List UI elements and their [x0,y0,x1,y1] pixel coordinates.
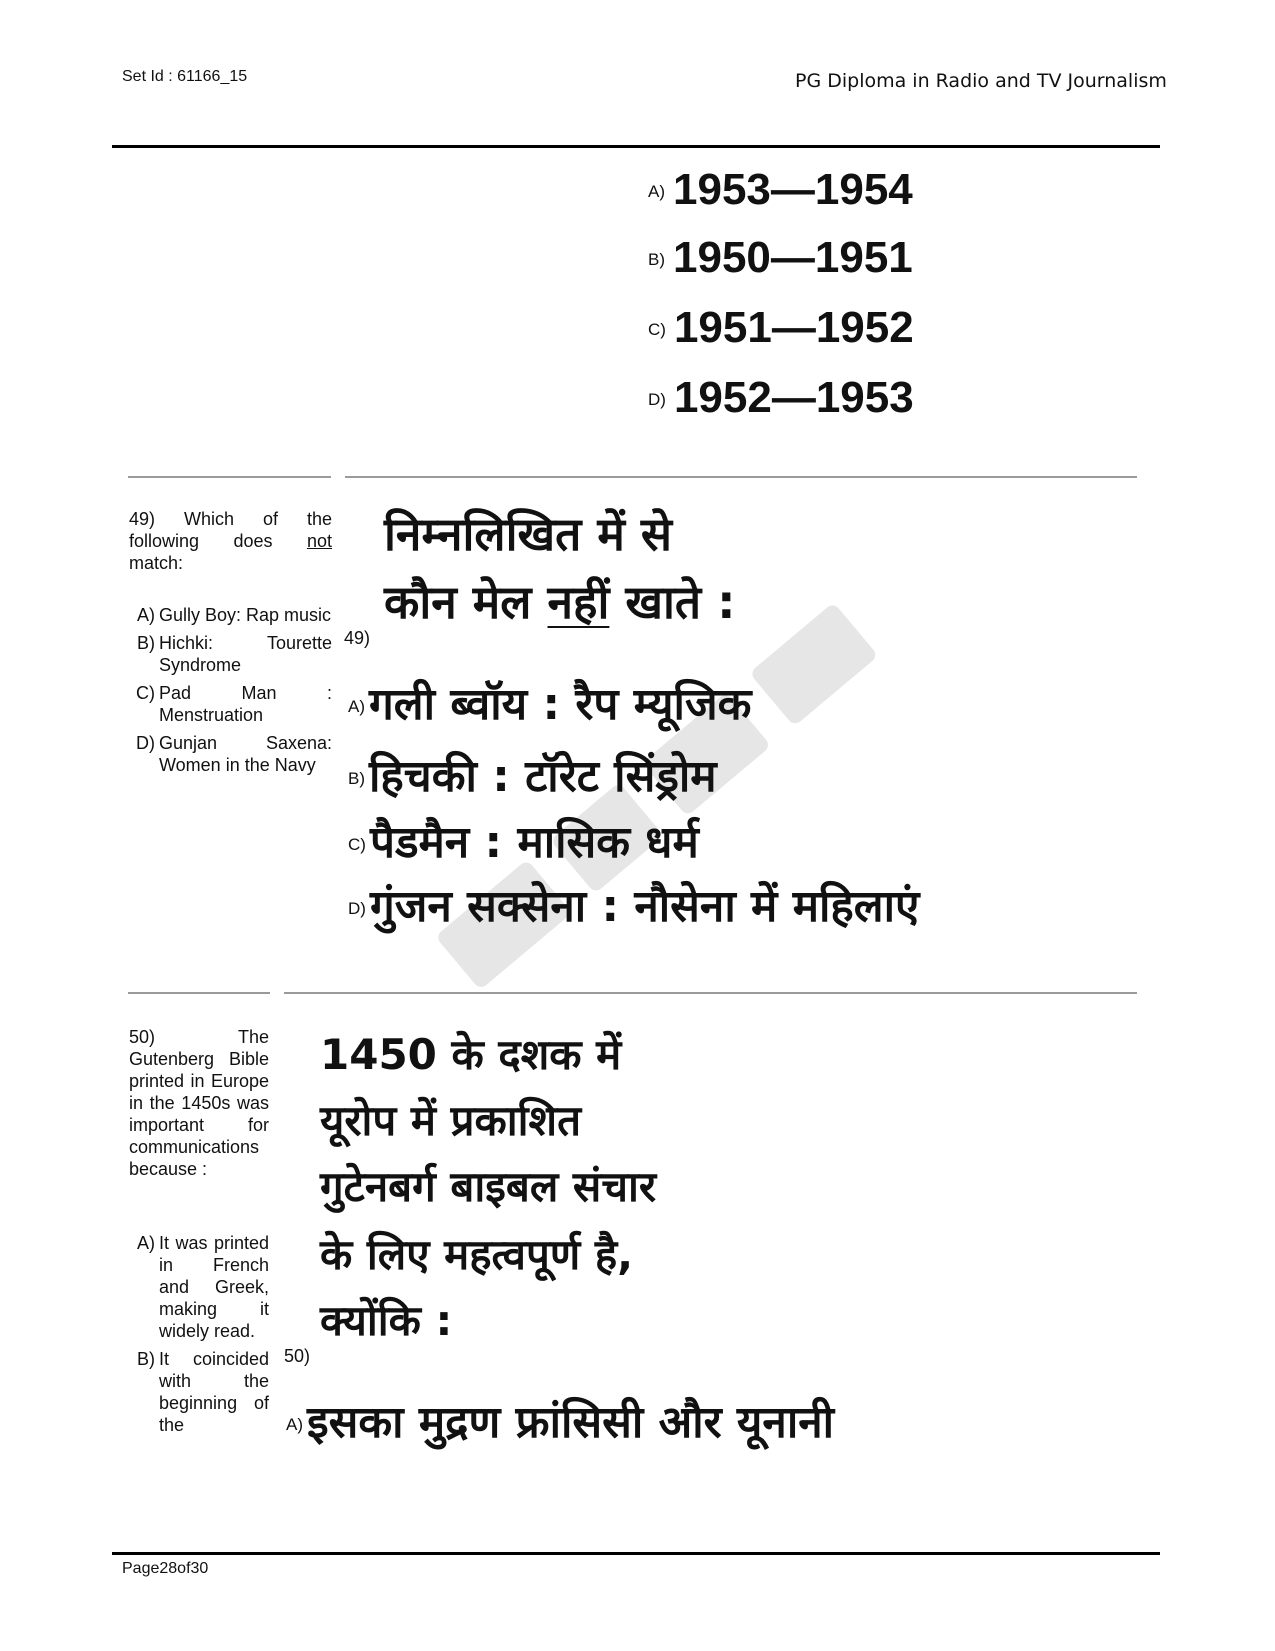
q49-separator-left [128,476,331,478]
q49-hindi-line-2-pre: कौन मेल [384,575,548,629]
q49-en-option-a-text: Gully Boy: Rap music [159,605,332,625]
q50-number: 50) [284,1346,311,1366]
q49-hindi-line-2-post: खाते : [609,575,736,629]
q49-hi-option-b-text: हिचकी : टॉरेट सिंड्रोम [369,751,717,802]
q49-en-option-b-text: Hichki: Tourette Syndrome [159,633,332,675]
q50-hindi-line-1: 1450 के दशक में [320,1030,622,1079]
q49-hi-option-d [348,874,919,942]
q48-option-d [648,372,914,426]
q49-en-option-c-text: Pad Man : Menstruation [159,683,332,725]
q50-hindi-line-2: यूरोप में प्रकाशित [320,1096,582,1145]
q50-hindi-line-4: के लिए महत्वपूर्ण है, [320,1230,634,1279]
q50-en-option-a-text: It was printed in French and Greek, making it widely read. [159,1233,269,1341]
q49-number: 49) [344,628,371,648]
q49-en-option-c-label: C) [136,683,155,703]
q49-en-option-a-label: A) [137,605,155,625]
q48-option-a [648,164,913,218]
q49-english-options [129,604,332,782]
q49-hi-option-a-text: गली ब्वॉय : रैप म्यूजिक [369,679,752,730]
q50-en-option-a-label: A) [137,1233,155,1253]
header-rule [112,145,1160,148]
set-id: Set Id : 61166_15 [122,68,248,85]
q48-option-a-text: 1953—1954 [673,165,913,214]
q48-option-b-label: B) [648,250,665,270]
footer-rule [112,1552,1160,1555]
page-number: Page28of30 [122,1560,209,1577]
q49-en-option-d-text: Gunjan Saxena: Women in the Navy [159,733,332,775]
q50-en-option-b-text: It coincided with the beginning of the [159,1349,269,1435]
q48-option-c [648,302,914,356]
q50-hi-option-a-text: इसका मुद्रण फ्रांसिसी और यूनानी [307,1397,835,1448]
q49-hi-option-c [348,810,699,878]
q48-option-a-label: A) [648,182,665,202]
q48-option-b-text: 1950—1951 [673,233,913,282]
q49-english-question [129,508,332,574]
q50-en-option-b-label: B) [137,1349,155,1369]
q48-option-d-text: 1952—1953 [673,373,914,422]
q50-separator-right [284,992,1137,994]
q48-option-c-label: C) [648,320,666,340]
q49-question-emph: not [306,531,332,551]
q49-hi-option-c-label: C) [348,835,366,854]
q49-hi-option-b-label: B) [348,769,365,788]
q50-separator-left [128,992,270,994]
q49-en-option-d [129,732,332,776]
q49-en-option-b [129,632,332,676]
q49-hi-option-a [348,672,751,740]
q50-english-question: 50) The Gutenberg Bible printed in Europe in the 1450s was important for communications because : [129,1027,269,1179]
q49-question-pre: 49) Which of the following does [129,509,332,551]
q48-option-b [648,232,913,286]
q49-hi-option-d-text: गुंजन सक्सेना : नौसेना में महिलाएं [369,881,920,932]
q49-hi-option-a-label: A) [348,697,365,716]
q48-option-c-text: 1951—1952 [673,303,914,352]
q49-en-option-a [129,604,332,626]
q49-hi-option-b [348,744,717,812]
q49-hindi-line-2 [384,568,736,636]
q49-hindi-line-2-emph: नहीं [547,575,610,629]
q49-en-option-d-label: D) [136,733,155,753]
q49-separator-right [345,476,1137,478]
q49-en-option-c [129,682,332,726]
q49-question-post: match: [129,553,184,573]
q49-hi-option-d-label: D) [348,899,366,918]
q49-en-option-b-label: B) [137,633,155,653]
q50-hi-option-a [286,1390,834,1458]
q50-hindi-line-3: गुटेनबर्ग बाइबल संचार [320,1162,657,1211]
q49-hindi-line-1: निम्नलिखित में से [384,507,672,561]
q49-hi-option-c-text: पैडमैन : मासिक धर्म [369,817,699,868]
course-title: PG Diploma in Radio and TV Journalism [795,70,1167,92]
q50-en-option-a [129,1232,269,1342]
q50-english-options [129,1232,269,1442]
q50-hindi-line-5: क्योंकि : [320,1296,453,1345]
q48-option-d-label: D) [648,390,666,410]
q50-hi-option-a-label: A) [286,1415,303,1434]
q50-en-option-b [129,1348,269,1436]
